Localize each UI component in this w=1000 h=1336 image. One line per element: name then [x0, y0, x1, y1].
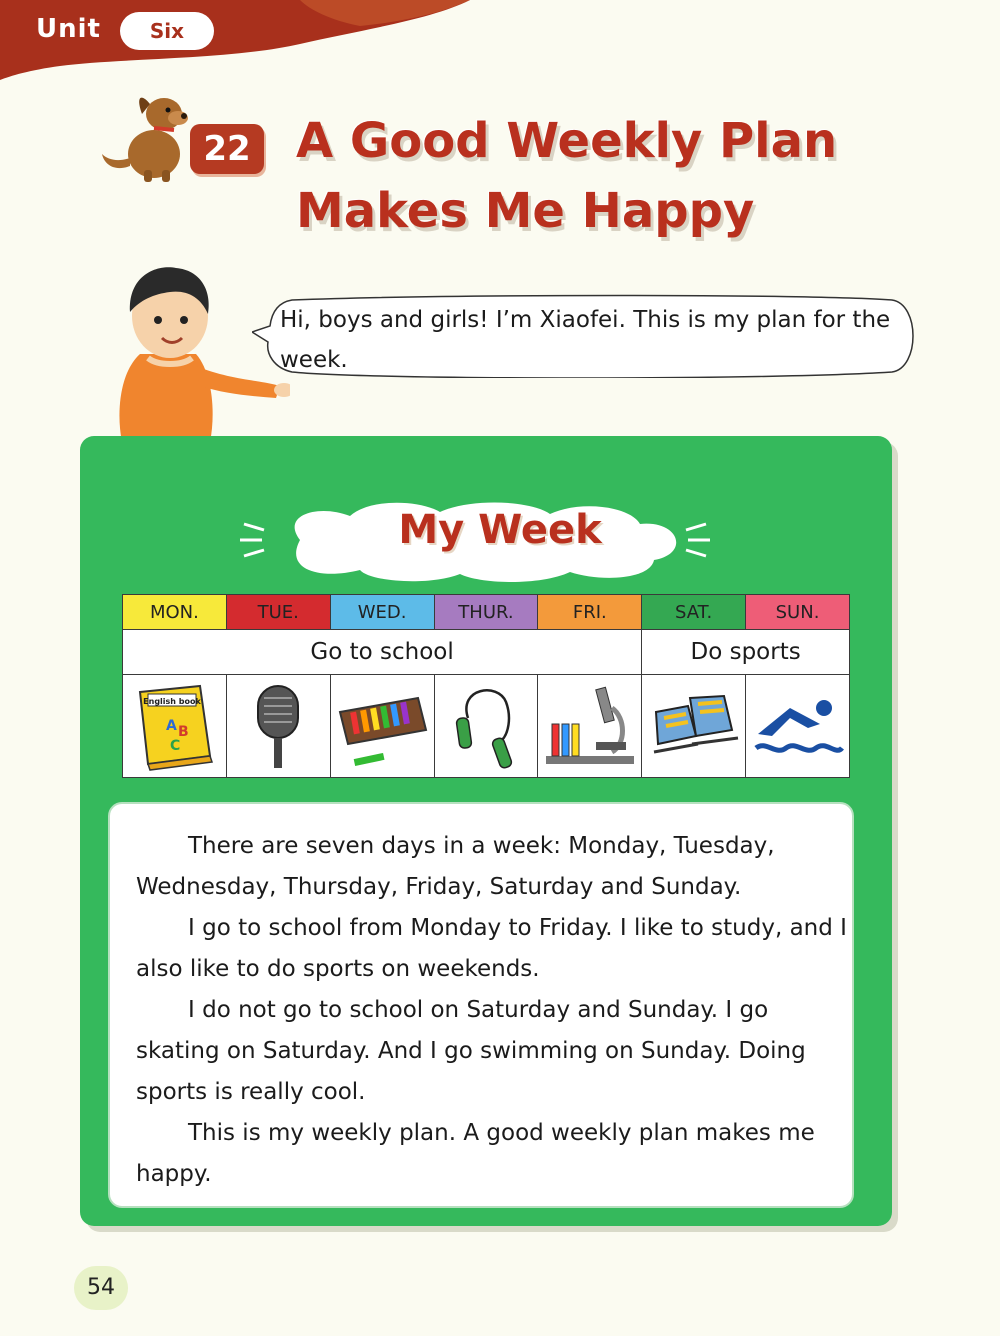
microscope-icon	[542, 678, 638, 774]
day-mon: MON.	[123, 595, 227, 630]
unit-label: Unit	[36, 14, 101, 44]
day-tue: TUE.	[226, 595, 330, 630]
day-fri: FRI.	[538, 595, 642, 630]
lesson-title-line1: A Good Weekly Plan	[296, 113, 838, 169]
weekday-activity: Go to school	[123, 630, 642, 675]
reading-paragraph-4: This is my weekly plan. A good weekly plan makes me happy.	[136, 1120, 815, 1187]
unit-number: Six	[120, 12, 214, 50]
reading-passage	[108, 802, 854, 1208]
book-label: English book	[143, 697, 202, 706]
lesson-number-badge: 22	[190, 124, 264, 174]
my-week-heading: My Week	[398, 507, 602, 553]
skates-icon	[646, 678, 742, 774]
crayons-icon	[334, 678, 430, 774]
icons-row	[123, 675, 850, 778]
day-thur: THUR.	[434, 595, 538, 630]
microphone-icon	[230, 678, 326, 774]
svg-text:A: A	[166, 718, 178, 734]
dog-illustration	[92, 84, 202, 184]
page-number: 54	[74, 1266, 128, 1310]
day-sun: SUN.	[746, 595, 850, 630]
day-sat: SAT.	[642, 595, 746, 630]
lesson-title	[296, 106, 837, 246]
reading-paragraph-1: There are seven days in a week: Monday, Tuesday, Wednesday, Thursday, Friday, Saturday and Sunday.	[136, 833, 775, 900]
reading-paragraph-3: I do not go to school on Saturday and Sunday. I go skating on Saturday. And I go swimming on Sunday. Doing sports is really cool.	[136, 997, 806, 1105]
weekly-schedule-table	[122, 594, 850, 778]
weekend-activity: Do sports	[642, 630, 850, 675]
swimming-icon	[750, 678, 846, 774]
svg-text:C: C	[170, 738, 181, 754]
svg-text:B: B	[178, 724, 190, 740]
jump-rope-icon	[438, 678, 534, 774]
days-row	[123, 595, 850, 630]
day-wed: WED.	[330, 595, 434, 630]
activities-row	[123, 630, 850, 675]
reading-paragraph-2: I go to school from Monday to Friday. I like to study, and I also like to do sports on weekends.	[136, 915, 847, 982]
speech-text: Hi, boys and girls! I’m Xiaofei. This is my plan for the week.	[280, 307, 891, 373]
english-book-icon	[126, 678, 222, 774]
lesson-title-line2: Makes Me Happy	[296, 183, 755, 239]
